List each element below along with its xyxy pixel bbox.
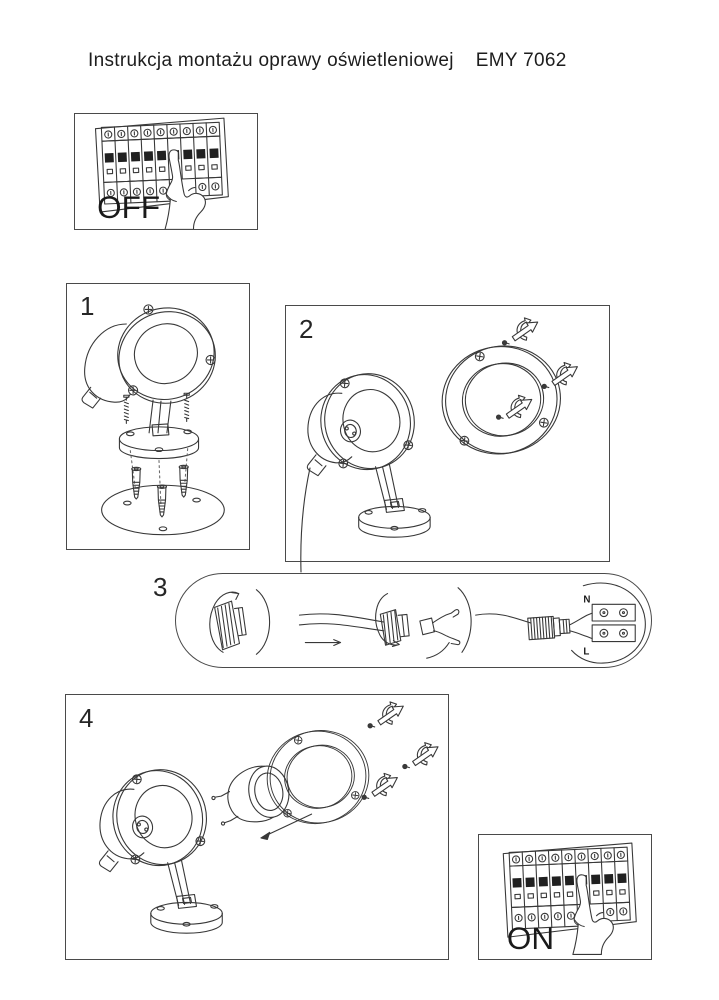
power-on-illustration (479, 835, 651, 959)
unscrew-icon (506, 318, 577, 418)
step-2-number: 2 (299, 314, 314, 344)
feed-arrow-icon (305, 640, 340, 646)
model-number: EMY 7062 (475, 50, 567, 71)
ground-outline (102, 485, 225, 534)
terminal-block (592, 604, 635, 641)
trim-ring (434, 337, 569, 463)
step-2-illustration (286, 306, 609, 561)
power-off-illustration (75, 114, 257, 229)
step-3-number: 3 (153, 572, 168, 602)
step-1-illustration (67, 284, 249, 549)
power-on-panel (478, 834, 652, 960)
live-label: L (583, 646, 590, 658)
step-2-panel (285, 305, 610, 562)
unscrew-icon (372, 702, 438, 796)
step-4-illustration (66, 695, 448, 959)
step-4-number: 4 (79, 703, 94, 733)
terminal-connection (476, 583, 646, 663)
cable-feed (299, 588, 471, 658)
power-off-panel (74, 113, 258, 230)
step-3-panel (175, 573, 652, 668)
spotlight-fixture (99, 760, 222, 933)
power-on-label: ON (506, 920, 555, 957)
cable-gland (528, 615, 571, 639)
step-1-panel (66, 283, 250, 550)
step-3-illustration (176, 574, 651, 667)
stripped-wires (433, 610, 460, 645)
step-1-number: 1 (80, 291, 95, 321)
power-off-label: OFF (97, 190, 161, 226)
title-text: Instrukcja montażu oprawy oświetleniowej (88, 50, 454, 71)
magnifier-arc (256, 590, 269, 655)
page-title (88, 50, 567, 72)
insert-arrow-icon (261, 814, 312, 839)
step-4-panel (65, 694, 449, 960)
mounting-screw-icon (124, 393, 189, 423)
spotlight-fixture (82, 289, 227, 458)
cable-gland-unscrew (210, 590, 270, 655)
neutral-label: N (583, 594, 591, 606)
spotlight-fixture (307, 364, 430, 537)
